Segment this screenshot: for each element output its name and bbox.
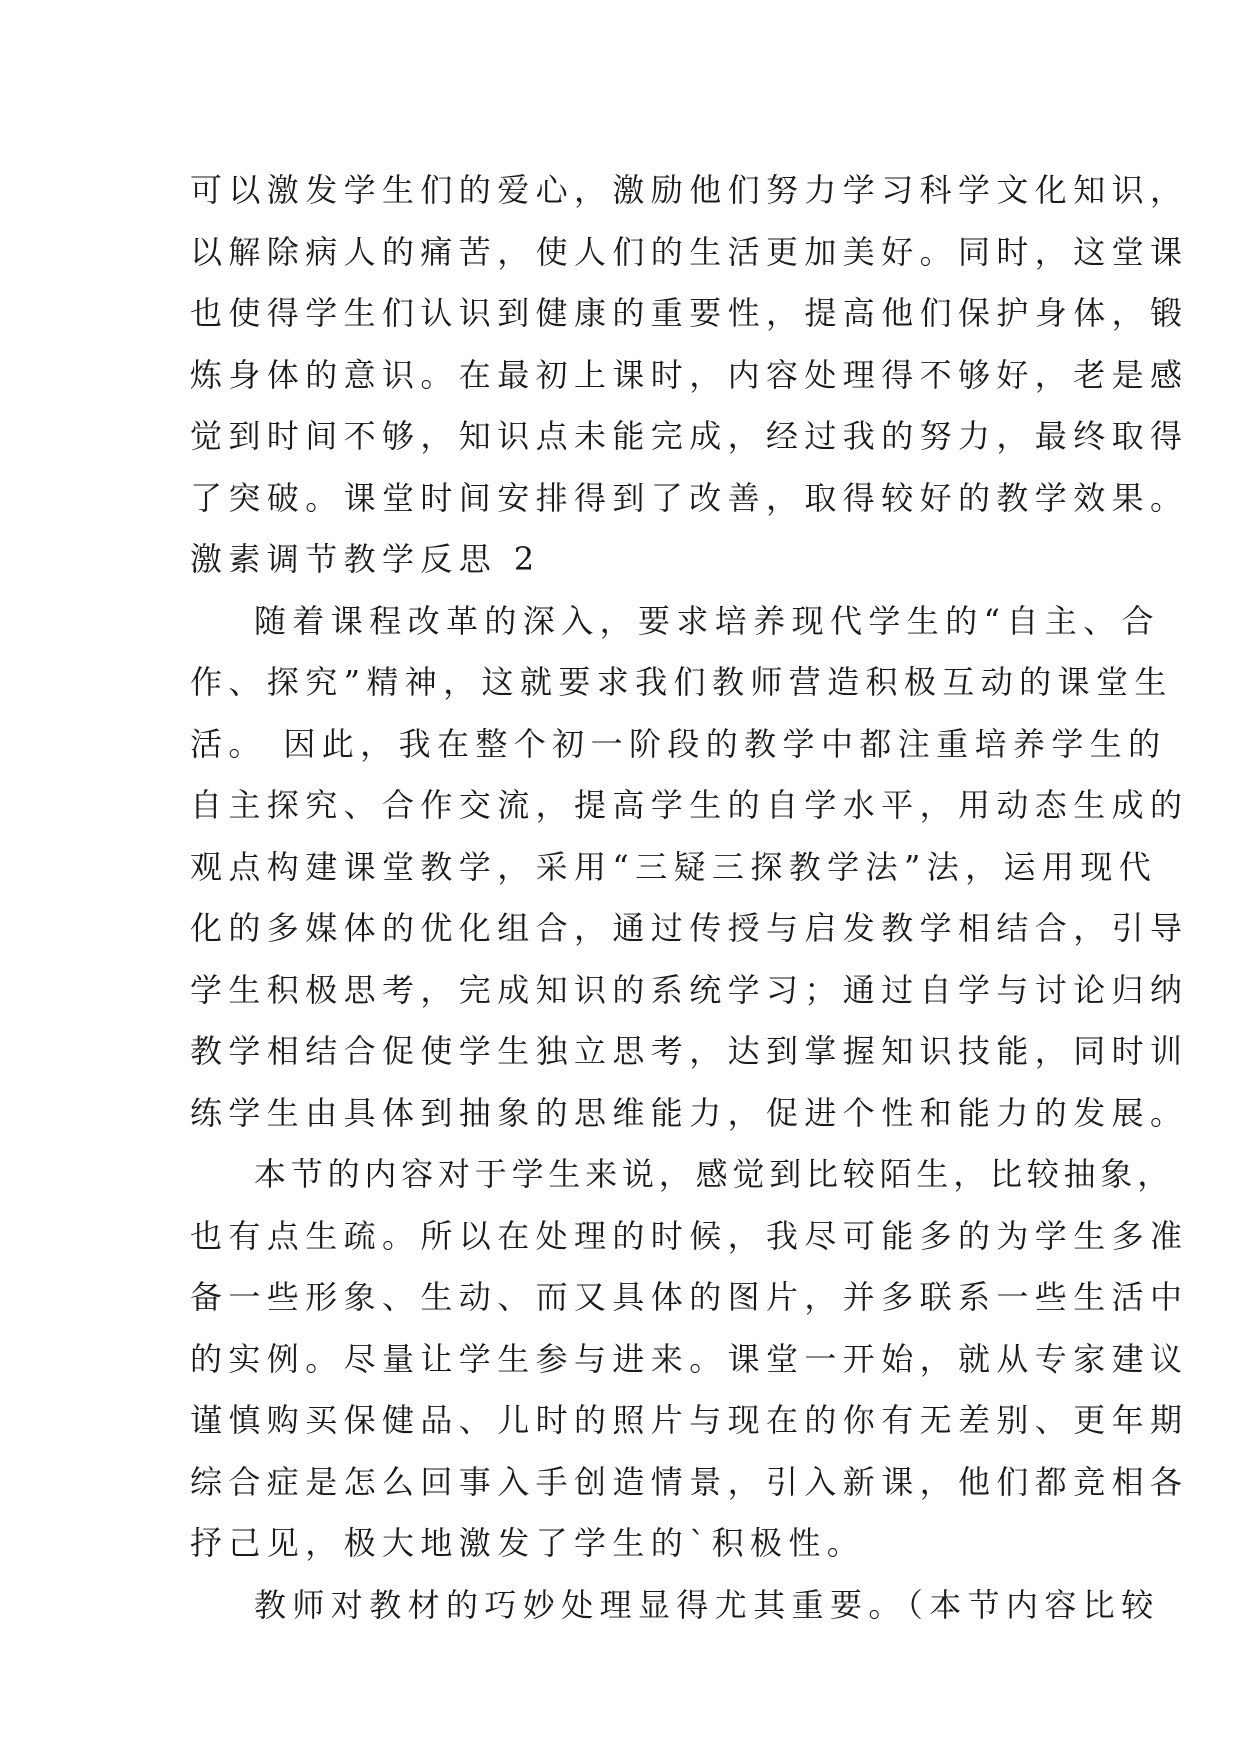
- text-line: 自主探究、合作交流，提高学生的自学水平，用动态生成的: [190, 786, 1189, 824]
- text-line: 也使得学生们认识到健康的重要性，提高他们保护身体，锻: [190, 294, 1189, 332]
- text-line: 本节的内容对于学生来说，感觉到比较陌生，比较抽象，: [254, 1155, 1175, 1193]
- text-line: 活。 因此，我在整个初一阶段的教学中都注重培养学生的: [190, 724, 1167, 763]
- text-line: 随着课程改革的深入，要求培养现代学生的“自主、合: [254, 601, 1160, 640]
- text-line: 炼身体的意识。在最初上课时，内容处理得不够好，老是感: [190, 355, 1189, 394]
- text-line: 教学相结合促使学生独立思考，达到掌握知识技能，同时训: [190, 1032, 1189, 1070]
- text-line: 以解除病人的痛苦，使人们的生活更加美好。同时，这堂课: [190, 232, 1189, 271]
- text-line: 了突破。课堂时间安排得到了改善，取得较好的教学效果。: [190, 478, 1189, 517]
- text-line: 备一些形象、生动、而又具体的图片，并多联系一些生活中: [190, 1278, 1189, 1316]
- text-line: 可以激发学生们的爱心，激励他们努力学习科学文化知识，: [190, 171, 1189, 209]
- text-line: 抒己见，极大地激发了学生的`积极性。: [190, 1524, 866, 1562]
- text-line: 教师对教材的巧妙处理显得尤其重要。（本节内容比较: [254, 1585, 1160, 1624]
- text-line: 的实例。尽量让学生参与进来。课堂一开始，就从专家建议: [190, 1339, 1189, 1378]
- text-line: 觉到时间不够，知识点未能完成，经过我的努力，最终取得: [190, 417, 1189, 455]
- text-line: 学生积极思考，完成知识的系统学习；通过自学与讨论归纳: [190, 970, 1189, 1009]
- section-title: 激素调节教学反思 2: [190, 540, 541, 578]
- text-line: 观点构建课堂教学，采用“三疑三探教学法”法，运用现代: [190, 847, 1158, 886]
- text-line: 作、探究”精神，这就要求我们教师营造积极互动的课堂生: [190, 663, 1173, 701]
- text-line: 谨慎购买保健品、儿时的照片与现在的你有无差别、更年期: [190, 1401, 1189, 1439]
- text-line: 练学生由具体到抽象的思维能力，促进个性和能力的发展。: [190, 1093, 1189, 1132]
- document-body: [190, 160, 1189, 1636]
- text-line: 化的多媒体的优化组合，通过传授与启发教学相结合，引导: [190, 909, 1189, 947]
- text-line: 综合症是怎么回事入手创造情景，引入新课，他们都竞相各: [190, 1462, 1189, 1501]
- text-line: 也有点生疏。所以在处理的时候，我尽可能多的为学生多准: [190, 1216, 1189, 1255]
